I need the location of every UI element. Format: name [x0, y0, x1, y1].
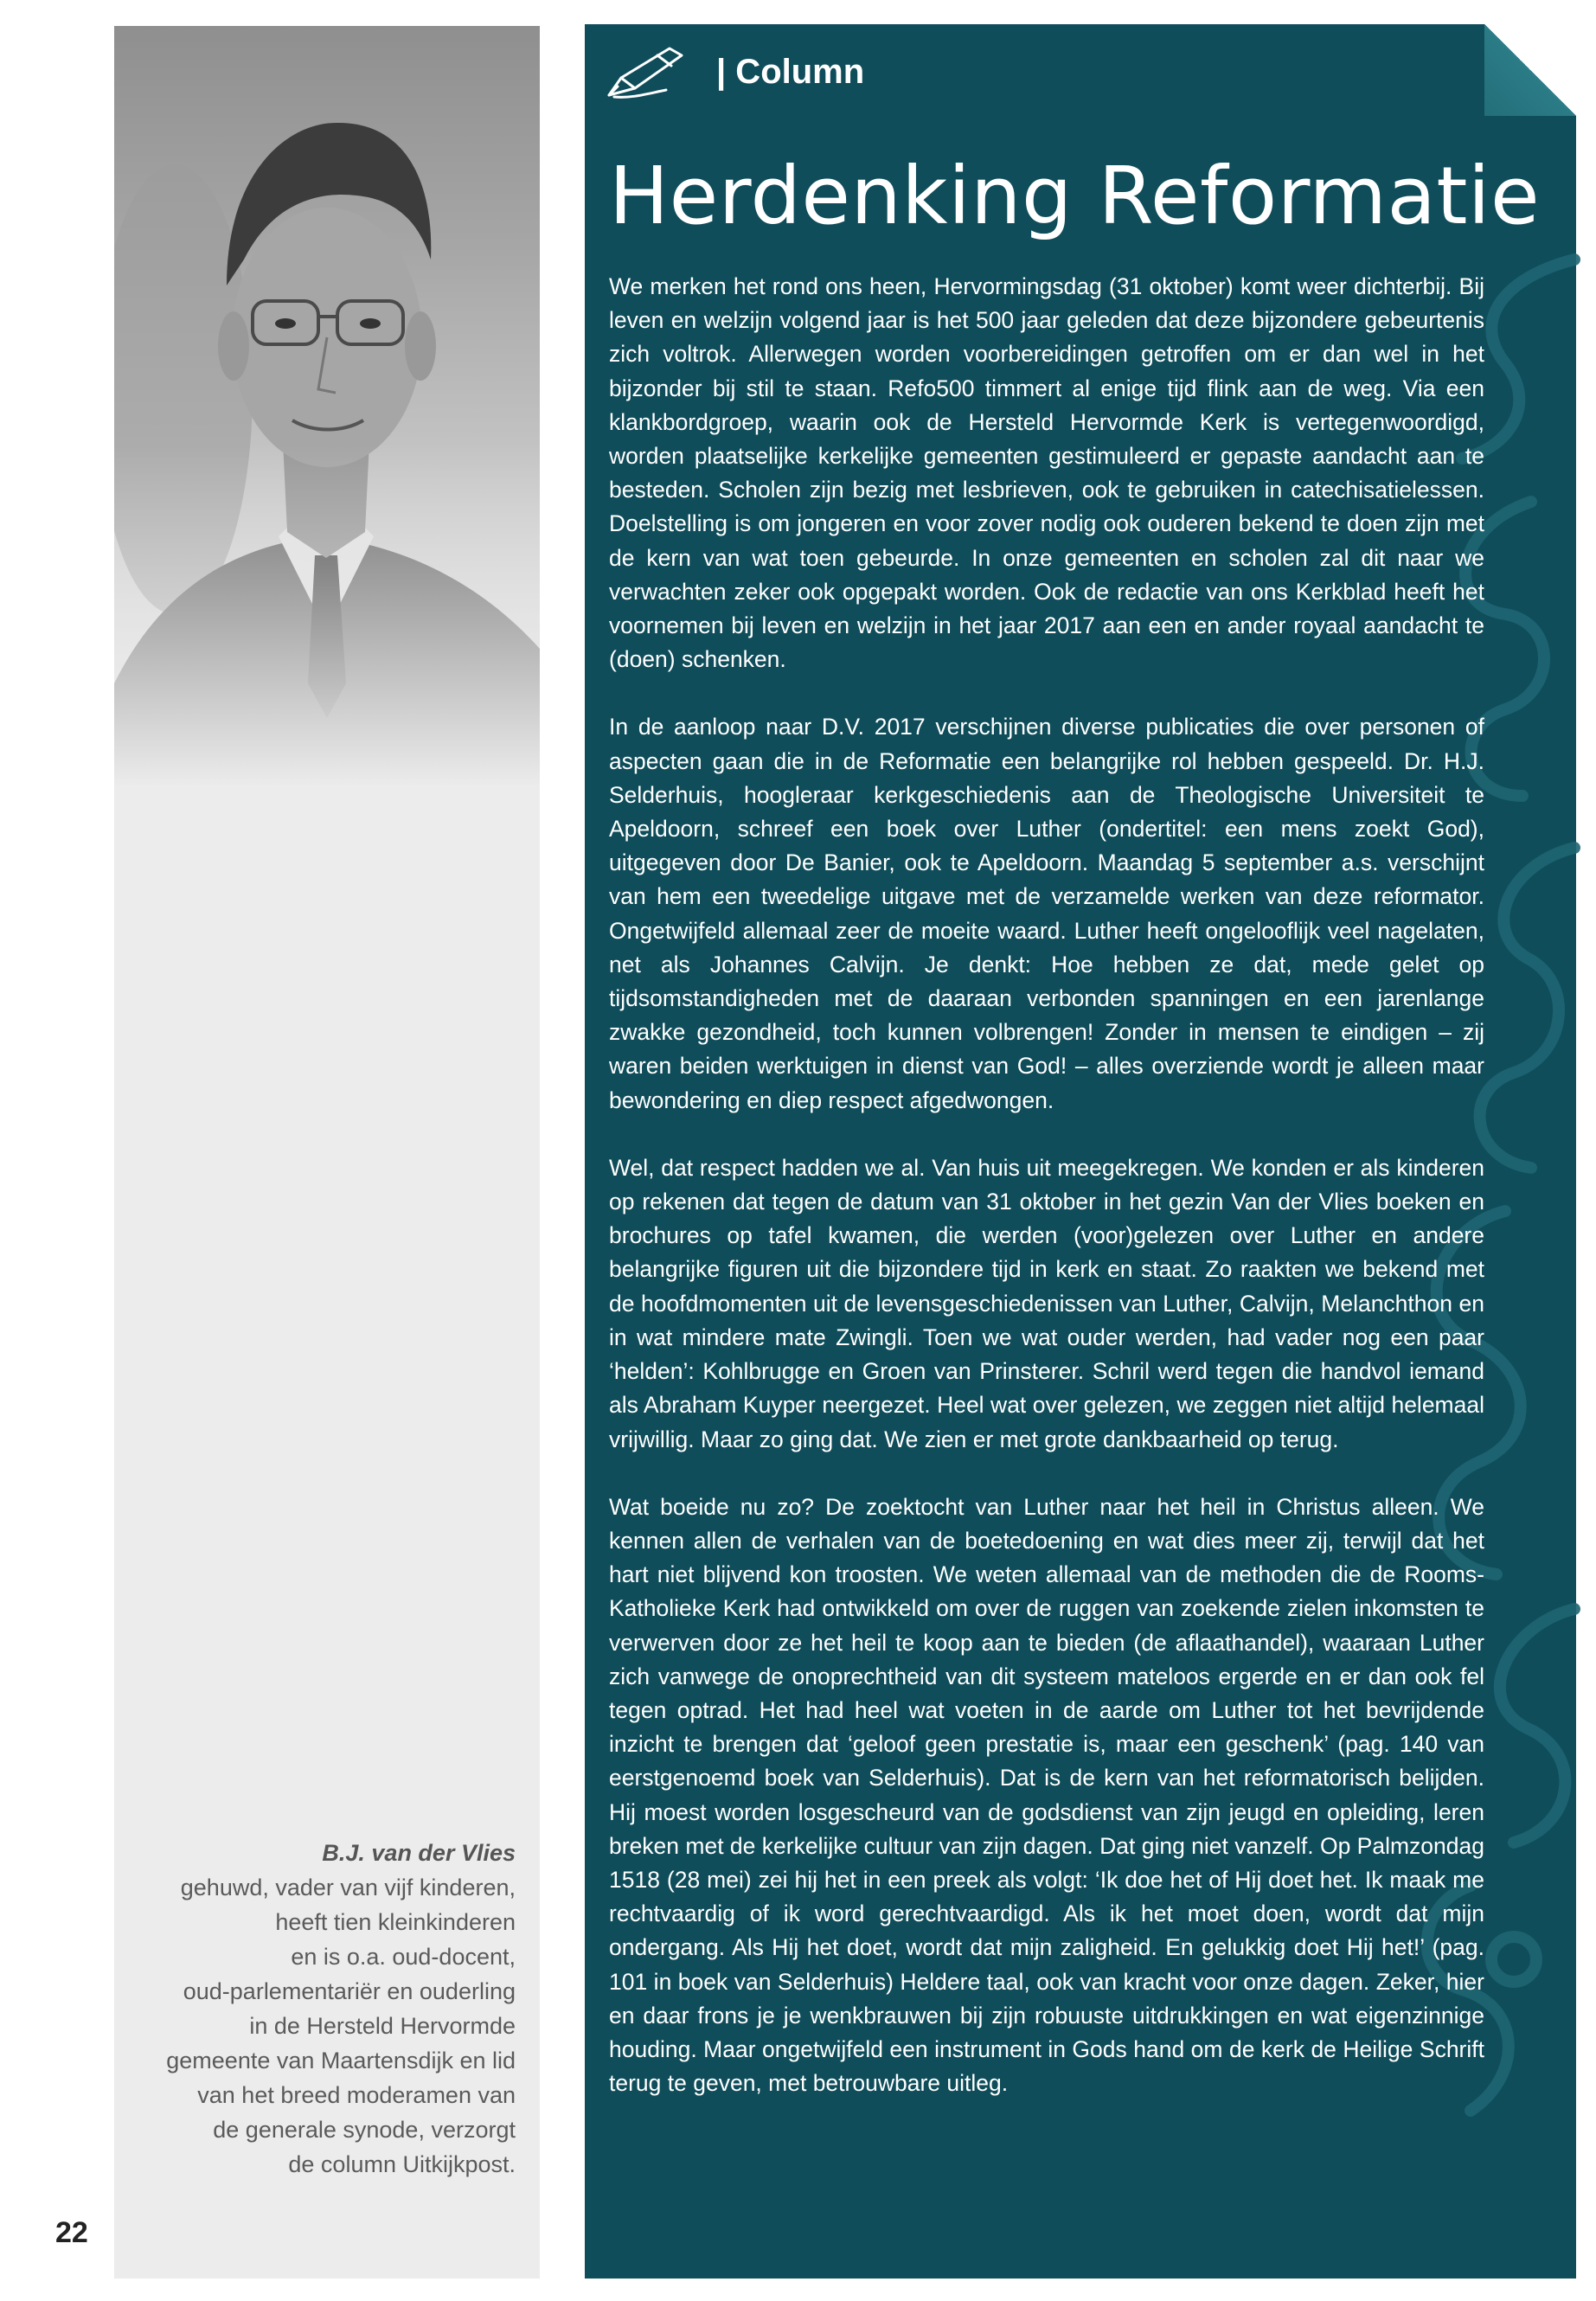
bio-line: de generale synode, verzorgt: [213, 2117, 516, 2143]
author-bio: [109, 1836, 516, 2182]
article-body: [609, 270, 1484, 2134]
author-portrait: [114, 26, 540, 787]
article-paragraph: In de aanloop naar D.V. 2017 verschijnen diverse publicaties die over personen of aspecten gaan die in de Reformatie een belangrijke rol hebben gespeeld. Dr. H.J. Selderhuis, hoogleraar kerkgeschiedenis aan de Theologische Universiteit te Apeldoorn, schreef een boek over Luther (ondertitel: een mens zoekt God), uitgegeven door De Banier, ook te Apeldoorn. Maandag 5 september a.s. verschijnt van hem een tweedelige uitgave met de verzamelde werken van deze reformator. Ongetwijfeld allemaal zeer de moeite waard. Luther heeft ongelooflijk veel nagelaten, net als Johannes Calvijn. Je denkt: Hoe hebben ze dat, mede gelet op tijdsomstandigheden met de daaraan verbonden spanningen en een jarenlange zwakke gezondheid, toch kunnen volbrengen! Zonder in mensen te eindigen – zij waren beiden werktuigen in dienst van God! – alles overziende wordt je alleen maar bewondering en diep respect afgedwongen.: [609, 714, 1484, 1113]
bio-line: gehuwd, vader van vijf kinderen,: [180, 1875, 516, 1900]
page-number: 22: [55, 2216, 88, 2249]
bio-line: de column Uitkijkpost.: [288, 2151, 516, 2177]
fountain-pen-icon: [606, 43, 689, 100]
article-paragraph: Wel, dat respect hadden we al. Van huis uit meegekregen. We konden er als kinderen op rekenen dat tegen de datum van 31 oktober in het gezin Van der Vlies boeken en brochures op tafel kwamen, die werden (voor)gelezen over Luther en andere belangrijke figuren uit die bijzondere tijd in kerk en staat. Zo raakten we bekend met de hoofdmomenten uit de levensgeschiedenissen van Luther, Calvijn, Melanchthon en in wat mindere mate Zwingli. Toen we wat ouder werden, had vader nog een paar ‘helden’: Kohlbrugge en Groen van Prinsterer. Schril werd tegen die handvol iemand als Abraham Kuyper neergezet. Heel wat over gelezen, we zeggen niet altijd helemaal vrijwillig. Maar zo ging dat. We zien er met grote dankbaarheid op terug.: [609, 1154, 1484, 1452]
bio-line: en is o.a. oud-docent,: [291, 1944, 516, 1970]
bio-line: van het breed moderamen van: [197, 2082, 516, 2108]
bio-line: gemeente van Maartensdijk en lid: [166, 2048, 516, 2073]
portrait-illustration: [114, 26, 540, 787]
section-label: | Column: [716, 52, 865, 91]
section-header: [606, 43, 864, 100]
article-title: Herdenking Reformatie: [609, 150, 1541, 242]
author-name: B.J. van der Vlies: [322, 1840, 516, 1866]
page-corner-fold: [1484, 24, 1576, 116]
author-sidebar: [114, 26, 540, 2279]
article-paragraph: Wat boeide nu zo? De zoektocht van Luther naar het heil in Christus alleen. We kennen allen de verhalen van de boetedoening en wat dies meer zij, terwijl dat het hart niet blijvend kon troosten. We weten allemaal van de methoden die de Rooms-Katholieke Kerk had ontwikkeld om over de ruggen van zoekende zielen inkomsten te verwerven door ze het heil te koop aan te bieden (de aflaathandel), waaraan Luther zich vanwege de onoprechtheid van dit systeem mateloos ergerde en er dan ook fel tegen optrad. Het had heel wat voeten in de aarde om Luther tot het bevrijdende inzicht te brengen dat ‘geloof geen prestatie is, maar een geschenk’ (pag. 140 van eerstgenoemd boek van Selderhuis). Dat is de kern van het reformatorisch belijden. Hij moest worden losgescheurd van de godsdienst van zijn jeugd en opleiding, leren breken met de kerkelijke cultuur van zijn dagen. Dat ging niet vanzelf. Op Palmzondag 1518 (28 mei) zei hij het in een preek als volgt: ‘Ik doe het of Hij doet het. Ik maak me rechtvaardig of ik word gerechtvaardigd. Als ik het moet doen, wordt dat mijn ondergang. Als Hij het doet, wordt dat mijn zaligheid. En gelukkig doet Hij het!’ (pag. 101 in boek van Selderhuis) Heldere taal, ook van kracht voor onze dagen. Zeker, hier en daar frons je je wenkbrauwen bij zijn robuuste uitdrukkingen en wat eigenzinnige houding. Maar ongetwijfeld een instrument in Gods hand om de kerk de Heilige Schrift terug te geven, met betrouwbare uitleg.: [609, 1493, 1484, 2097]
bio-line: heeft tien kleinkinderen: [275, 1909, 516, 1935]
article-paragraph: We merken het rond ons heen, Hervormingsdag (31 oktober) komt weer dichterbij. Bij leven en welzijn volgend jaar is het 500 jaar geleden dat deze bijzondere gebeurtenis zich voltrok. Allerwegen worden voorbereidingen getroffen om er dan wel in het bijzonder bij stil te staan. Refo500 timmert al enige tijd flink aan de weg. Via een klankbordgroep, waarin ook de Hersteld Hervormde Kerk is vertegenwoordigd, worden plaatselijke kerkelijke gemeenten gestimuleerd er gepaste aandacht aan te besteden. Scholen zijn bezig met lesbrieven, ook te gebruiken in catechisatielessen. Doelstelling is om jongeren en voor zover nodig ook ouderen bekend te doen zijn met de kern van wat toen gebeurde. In onze gemeenten en scholen zal dit naar we verwachten zeker ook opgepakt worden. Ook de redactie van ons Kerkblad heeft het voornemen bij leven en welzijn in het jaar 2017 aan een en ander royaal aandacht te (doen) schenken.: [609, 273, 1484, 673]
bio-line: in de Hersteld Hervormde: [249, 2013, 516, 2039]
bio-line: oud-parlementariër en ouderling: [183, 1978, 516, 2004]
